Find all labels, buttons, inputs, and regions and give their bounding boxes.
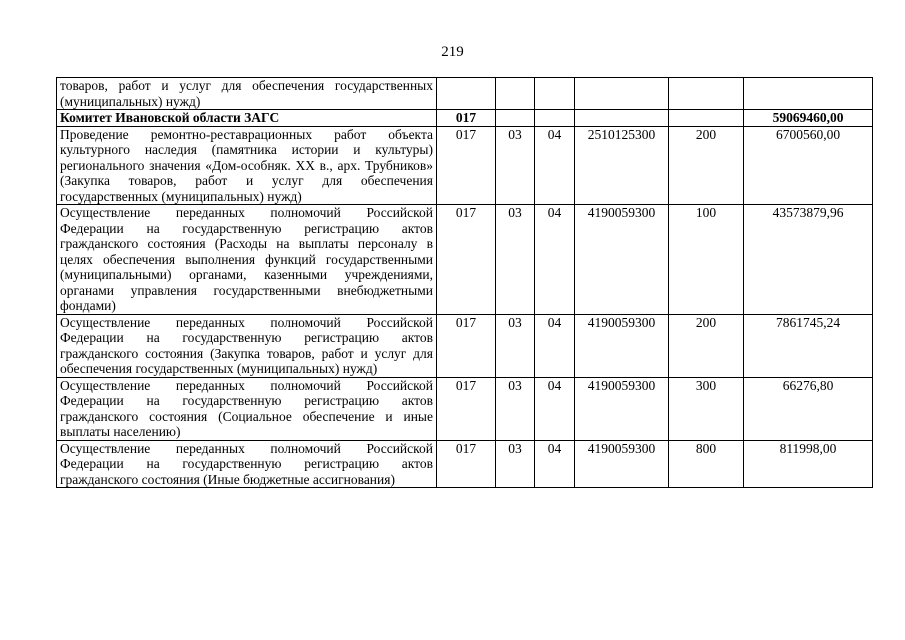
- row-description: Комитет Ивановской области ЗАГС: [57, 110, 437, 127]
- subsection-code: 04: [535, 126, 575, 205]
- section-code: [496, 78, 535, 110]
- row-description: Проведение ремонтно-реставрационных работ объекта культурного наследия (памятника истории и культуры) регионального значения «Дом-особняк. XX в., арх. Трубников» (Закупка товаров, работ и услуг для обеспечения государственных (муниципальных) нужд): [57, 126, 437, 205]
- row-description: товаров, работ и услуг для обеспечения государственных (муниципальных) нужд): [57, 78, 437, 110]
- table-row: [57, 78, 873, 110]
- target-article-code: [575, 110, 669, 127]
- table-row: [57, 126, 873, 205]
- target-article-code: 4190059300: [575, 377, 669, 440]
- amount: 59069460,00: [744, 110, 873, 127]
- subsection-code: 04: [535, 377, 575, 440]
- table-row: [57, 205, 873, 315]
- section-code: [496, 110, 535, 127]
- section-code: 03: [496, 205, 535, 315]
- table-row: [57, 110, 873, 127]
- amount: 6700560,00: [744, 126, 873, 205]
- ministry-code: 017: [437, 440, 496, 488]
- subsection-code: 04: [535, 440, 575, 488]
- target-article-code: 2510125300: [575, 126, 669, 205]
- subsection-code: [535, 110, 575, 127]
- row-description: Осуществление переданных полномочий Российской Федерации на государственную регистрацию актов гражданского состояния (Социальное обеспечение и иные выплаты населению): [57, 377, 437, 440]
- target-article-code: 4190059300: [575, 205, 669, 315]
- amount: 66276,80: [744, 377, 873, 440]
- table-row: [57, 314, 873, 377]
- row-description: Осуществление переданных полномочий Российской Федерации на государственную регистрацию актов гражданского состояния (Расходы на выплаты персоналу в целях обеспечения выполнения функций государственными (муниципальными) органами, казенными учреждениями, органами управления государственными внебюджетными фондами): [57, 205, 437, 315]
- target-article-code: 4190059300: [575, 440, 669, 488]
- row-description: Осуществление переданных полномочий Российской Федерации на государственную регистрацию актов гражданского состояния (Закупка товаров, работ и услуг для обеспечения государственных (муниципальных) нужд): [57, 314, 437, 377]
- amount: 811998,00: [744, 440, 873, 488]
- target-article-code: 4190059300: [575, 314, 669, 377]
- ministry-code: 017: [437, 205, 496, 315]
- amount: 43573879,96: [744, 205, 873, 315]
- table-row: [57, 377, 873, 440]
- budget-table: [56, 77, 873, 488]
- page-number: 219: [441, 44, 464, 60]
- amount: [744, 78, 873, 110]
- ministry-code: 017: [437, 377, 496, 440]
- amount: 7861745,24: [744, 314, 873, 377]
- expense-type-code: 100: [669, 205, 744, 315]
- expense-type-code: 200: [669, 126, 744, 205]
- ministry-code: 017: [437, 126, 496, 205]
- ministry-code: 017: [437, 314, 496, 377]
- expense-type-code: 800: [669, 440, 744, 488]
- subsection-code: 04: [535, 205, 575, 315]
- ministry-code: [437, 78, 496, 110]
- expense-type-code: 200: [669, 314, 744, 377]
- section-code: 03: [496, 126, 535, 205]
- section-code: 03: [496, 440, 535, 488]
- table-row: [57, 440, 873, 488]
- ministry-code: 017: [437, 110, 496, 127]
- expense-type-code: [669, 78, 744, 110]
- section-code: 03: [496, 314, 535, 377]
- target-article-code: [575, 78, 669, 110]
- section-code: 03: [496, 377, 535, 440]
- expense-type-code: 300: [669, 377, 744, 440]
- row-description: Осуществление переданных полномочий Российской Федерации на государственную регистрацию актов гражданского состояния (Иные бюджетные ассигнования): [57, 440, 437, 488]
- subsection-code: 04: [535, 314, 575, 377]
- expense-type-code: [669, 110, 744, 127]
- subsection-code: [535, 78, 575, 110]
